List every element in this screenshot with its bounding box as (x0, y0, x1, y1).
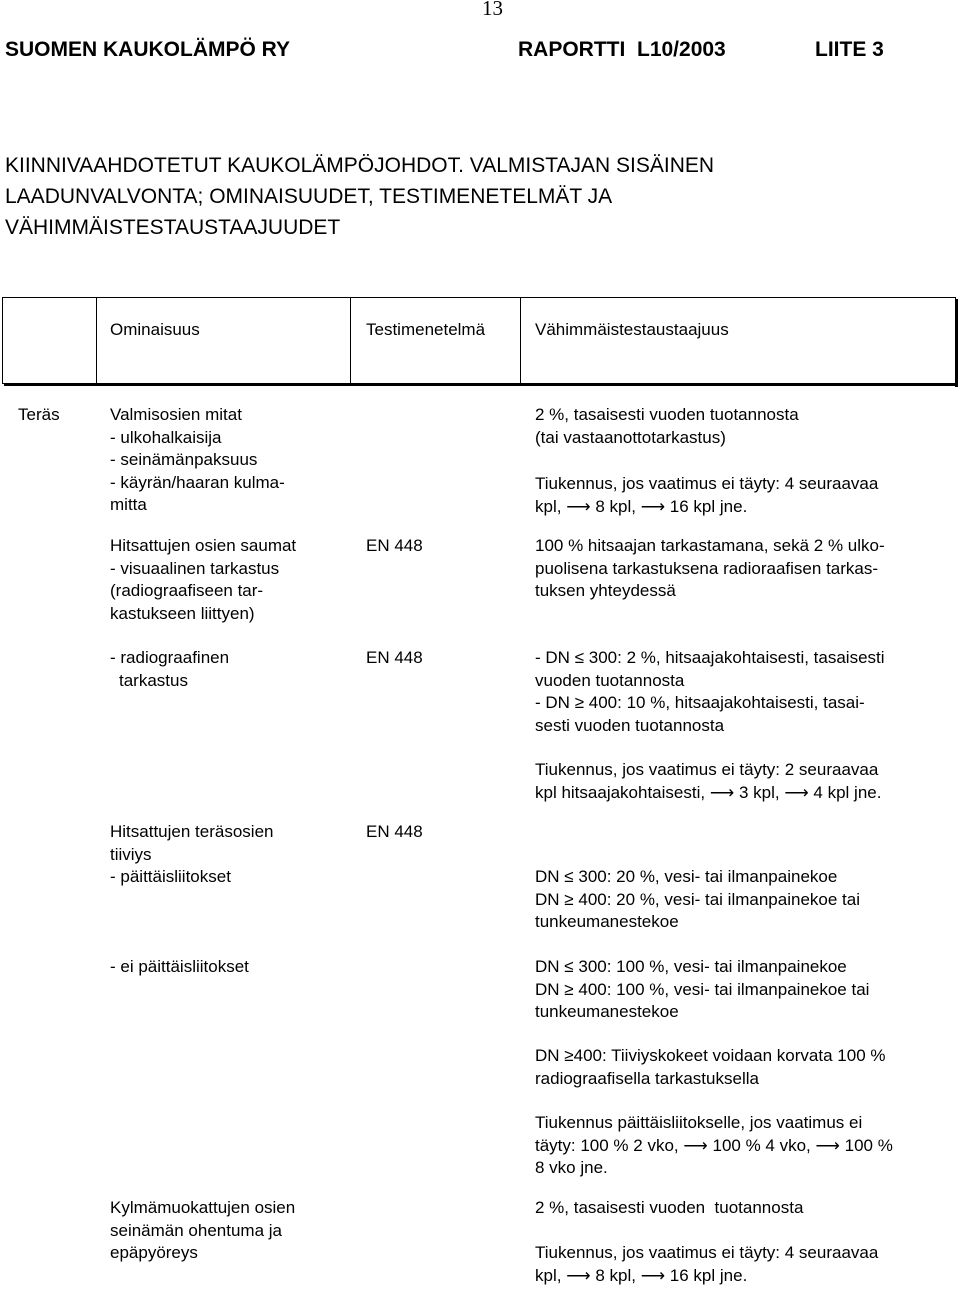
column-header-method: Testimenetelmä (366, 320, 486, 339)
tightening-line: Tiukennus, jos vaatimus ei täyty: 4 seuraavaa (535, 1243, 879, 1262)
property-line: epäpyöreys (110, 1243, 198, 1263)
frequency-text: 400: 20 %, vesi- tai ilmanpainekoe tai (578, 889, 860, 909)
tightening-line (535, 496, 878, 519)
document-title (5, 150, 714, 243)
title-line: LAADUNVALVONTA; OMINAISUUDET, TESTIMENETELMÄT JA (5, 185, 613, 208)
row-cold-formed-property (110, 1197, 295, 1265)
greater-equal-icon: ≥ (564, 979, 574, 999)
tightening-text: kpl, (535, 496, 562, 516)
property-line: - päittäisliitokset (110, 867, 231, 887)
row-weld-visual-frequency (535, 535, 885, 603)
frequency-text: 400: 100 %, vesi- tai ilmanpainekoe tai (578, 979, 870, 999)
frequency-line (535, 956, 869, 979)
arrow-right-icon: ⟶ (640, 496, 666, 516)
less-equal-icon: ≤ (564, 957, 574, 976)
frequency-text: DN (535, 889, 560, 909)
property-line: tarkastus (119, 670, 188, 690)
frequency-text: 300: 2 %, hitsaajakohtaisesti, tasaisesti (588, 648, 885, 667)
tightening-text: täyty: 100 % 2 vko, (535, 1135, 679, 1155)
tightening-text: 4 kpl jne. (813, 782, 882, 802)
row-dimensions-property (110, 404, 285, 517)
tightening-text: 8 kpl, (595, 1265, 636, 1285)
frequency-line: vuoden tuotannosta (535, 670, 685, 690)
arrow-right-icon: ⟶ (815, 1135, 840, 1155)
property-line: - ulkohalkaisija (110, 427, 222, 447)
row-cold-formed-frequency: 2 %, tasaisesti vuoden tuotannosta (535, 1198, 804, 1217)
arrow-right-icon: ⟶ (566, 496, 591, 516)
material-label: Teräs (18, 405, 60, 424)
frequency-line: puolisena tarkastuksena radioraafisen tarkas- (535, 558, 879, 578)
property-line: Valmisosien mitat (110, 405, 242, 424)
frequency-text: DN (535, 1046, 560, 1065)
tightening-text: 100 % (844, 1135, 893, 1155)
title-line: KIINNIVAAHDOTETUT KAUKOLÄMPÖJOHDOT. VALMISTAJAN SISÄINEN (5, 154, 715, 177)
frequency-line (535, 1045, 885, 1068)
frequency-text: - DN (535, 693, 570, 713)
tightening-text: kpl, (535, 1265, 562, 1285)
tightening-text: kpl hitsaajakohtaisesti, (535, 782, 706, 802)
row-tightness-tightening (535, 1112, 893, 1180)
frequency-line (535, 866, 860, 889)
property-line: (radiograafiseen tar- (110, 581, 264, 601)
frequency-text: 300: 100 %, vesi- tai ilmanpainekoe (578, 957, 847, 976)
row-radiographic-tightening (535, 759, 881, 804)
property-line: tiiviys (110, 844, 152, 864)
table-header-box (2, 297, 956, 384)
row-weld-visual-method: EN 448 (366, 536, 423, 555)
frequency-text: 300: 20 %, vesi- tai ilmanpainekoe (578, 867, 838, 886)
less-equal-icon: ≤ (574, 648, 585, 667)
row-non-butt-property: - ei päittäisliitokset (110, 957, 249, 976)
column-divider (96, 297, 97, 384)
tightening-line: Tiukennus, jos vaatimus ei täyty: 4 seuraavaa (535, 474, 879, 493)
tightening-line (535, 782, 881, 805)
frequency-text: 400: 10 %, hitsaajakohtaisesti, tasai- (588, 693, 865, 713)
tightening-line: Tiukennus, jos vaatimus ei täyty: 2 seuraavaa (535, 760, 879, 779)
frequency-line: radiograafisella tarkastuksella (535, 1068, 759, 1088)
tightening-line (535, 1265, 878, 1288)
arrow-right-icon: ⟶ (640, 1265, 666, 1285)
tightening-text: 100 % 4 vko, (712, 1135, 811, 1155)
title-line: VÄHIMMÄISTESTAUSTAAJUUDET (5, 216, 341, 239)
row-weld-visual-property (110, 535, 296, 625)
page-number: 13 (482, 0, 503, 20)
arrow-right-icon: ⟶ (784, 782, 809, 802)
greater-equal-icon: ≥ (564, 1046, 574, 1065)
tightening-line: Tiukennus päittäisliitokselle, jos vaatimus ei (535, 1113, 863, 1132)
row-non-butt-frequency (535, 956, 869, 1024)
frame-shadow (4, 383, 958, 386)
frequency-line: (tai vastaanottotarkastus) (535, 427, 726, 447)
frequency-line: tuksen yhteydessä (535, 581, 676, 601)
property-line: - visuaalinen tarkastus (110, 558, 280, 578)
property-line: kastukseen liittyen) (110, 603, 255, 623)
greater-equal-icon: ≥ (564, 889, 574, 909)
arrow-right-icon: ⟶ (683, 1135, 708, 1155)
property-line: mitta (110, 495, 147, 515)
property-line: - käyrän/haaran kulma- (110, 472, 285, 492)
tightening-text: 16 kpl jne. (669, 1265, 748, 1285)
appendix-label: LIITE 3 (815, 38, 884, 61)
frequency-text: DN (535, 867, 560, 886)
row-cold-formed-tightening (535, 1242, 878, 1287)
tightening-text: 16 kpl jne. (669, 496, 748, 516)
column-header-property: Ominaisuus (110, 320, 200, 339)
frequency-line: 2 %, tasaisesti vuoden tuotannosta (535, 405, 799, 424)
tightening-line (535, 1135, 893, 1158)
frequency-line (535, 979, 869, 1002)
tightening-text: 8 kpl, (595, 496, 636, 516)
row-tightness-property (110, 821, 273, 889)
property-line: Hitsattujen teräsosien (110, 822, 274, 841)
column-header-frequency: Vähimmäistestaustaajuus (535, 320, 729, 339)
row-radiographic-frequency (535, 647, 885, 737)
frequency-line: tunkeumanestekoe (535, 912, 679, 932)
column-divider (350, 297, 351, 384)
frequency-text: 400: Tiiviyskokeet voidaan korvata 100 % (573, 1046, 886, 1065)
row-dimensions-frequency (535, 404, 799, 449)
column-divider (520, 297, 521, 384)
property-line: Hitsattujen osien saumat (110, 536, 297, 555)
tightening-line: 8 vko jne. (535, 1158, 608, 1178)
frequency-line: 100 % hitsaajan tarkastamana, sekä 2 % ulko- (535, 536, 885, 555)
frequency-text: - DN (535, 648, 570, 667)
row-tightness-method: EN 448 (366, 822, 423, 841)
row-butt-joint-frequency (535, 866, 860, 934)
frequency-line (535, 692, 885, 715)
row-replacement-note (535, 1045, 885, 1090)
frequency-line: tunkeumanestekoe (535, 1002, 679, 1022)
report-number: RAPORTTI L10/2003 (518, 38, 726, 61)
property-line: - radiograafinen (110, 648, 230, 667)
arrow-right-icon: ⟶ (566, 1265, 591, 1285)
frequency-line: sesti vuoden tuotannosta (535, 715, 725, 735)
frame-shadow (955, 299, 958, 387)
row-radiographic-property (110, 647, 229, 692)
frequency-text: DN (535, 957, 560, 976)
tightening-text: 3 kpl, (738, 782, 780, 802)
less-equal-icon: ≤ (564, 867, 574, 886)
organization-name: SUOMEN KAUKOLÄMPÖ RY (5, 38, 291, 61)
property-line: - seinämänpaksuus (110, 450, 258, 470)
property-line: seinämän ohentuma ja (110, 1220, 283, 1240)
frequency-line (535, 647, 885, 670)
frequency-text: DN (535, 979, 560, 999)
row-dimensions-tightening (535, 473, 878, 518)
property-line: Kylmämuokattujen osien (110, 1198, 296, 1217)
arrow-right-icon: ⟶ (709, 782, 735, 802)
greater-equal-icon: ≥ (574, 693, 585, 713)
frequency-line (535, 889, 860, 912)
row-radiographic-method: EN 448 (366, 648, 423, 667)
